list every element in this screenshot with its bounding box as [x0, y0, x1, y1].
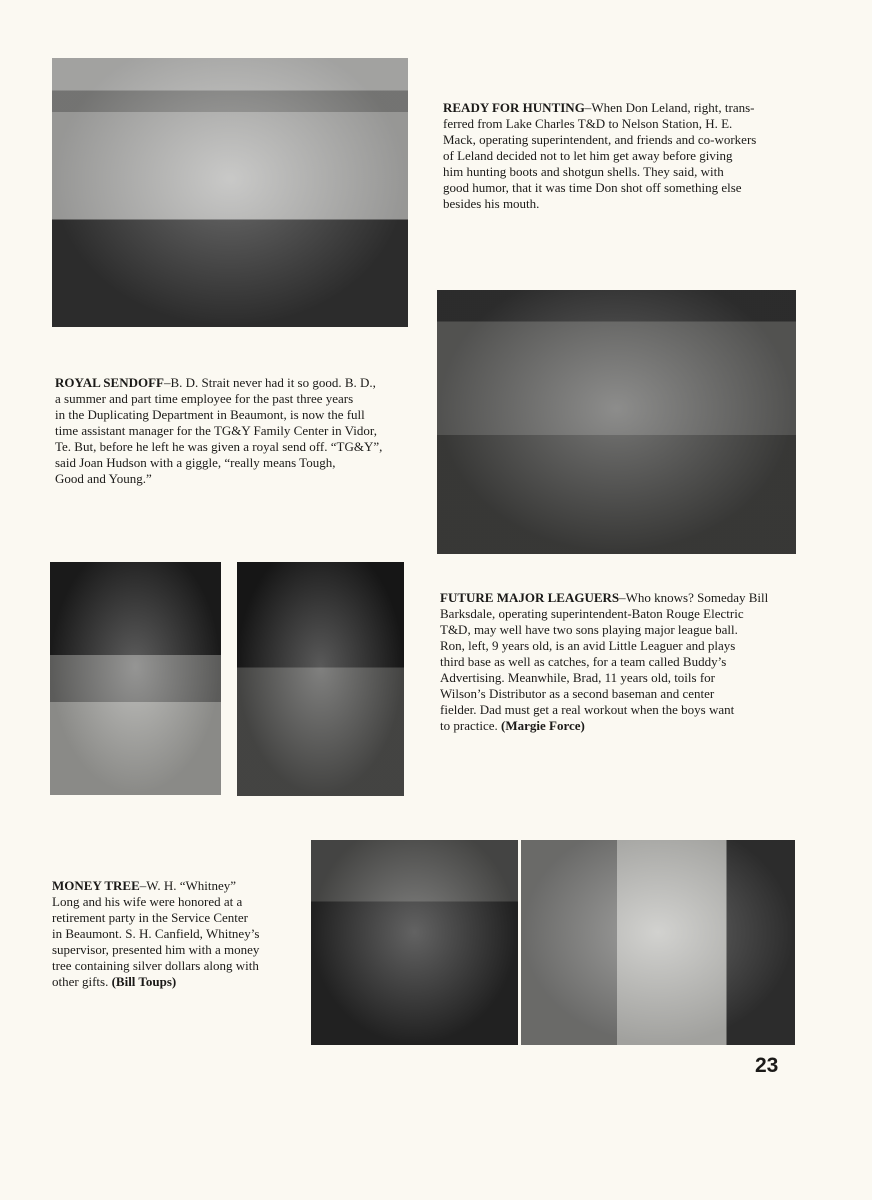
- caption-line: fielder. Dad must get a real workout when the boys want: [440, 702, 735, 717]
- caption-line: him hunting boots and shotgun shells. They said, with: [443, 164, 724, 179]
- caption-line: of Leland decided not to let him get away before giving: [443, 148, 733, 163]
- photo-ready-for-hunting: [52, 58, 408, 327]
- caption-ready-for-hunting: [443, 100, 756, 212]
- caption-lead: ROYAL SENDOFF: [55, 375, 164, 390]
- photo-ron-little-leaguer: [50, 562, 221, 795]
- caption-line: Te. But, before he left he was given a royal send off. “TG&Y”,: [55, 439, 383, 454]
- photo-money-tree-couple: [311, 840, 518, 1045]
- caption-line: in Beaumont. S. H. Canfield, Whitney’s: [52, 926, 260, 941]
- caption-line: retirement party in the Service Center: [52, 910, 249, 925]
- photo-credit: (Margie Force): [501, 718, 585, 733]
- caption-lead: READY FOR HUNTING: [443, 100, 585, 115]
- photo-royal-sendoff: [437, 290, 796, 554]
- caption-line: Long and his wife were honored at a: [52, 894, 243, 909]
- caption-line: Ron, left, 9 years old, is an avid Little Leaguer and plays: [440, 638, 736, 653]
- caption-lead: FUTURE MAJOR LEAGUERS: [440, 590, 620, 605]
- caption-money-tree: [52, 878, 259, 990]
- caption-line: Barksdale, operating superintendent-Baton Rouge Electric: [440, 606, 744, 621]
- caption-line: in the Duplicating Department in Beaumont, is now the full: [55, 407, 365, 422]
- caption-line: besides his mouth.: [443, 196, 540, 211]
- caption-line: –W. H. “Whitney”: [139, 878, 237, 893]
- caption-line: ferred from Lake Charles T&D to Nelson Station, H. E.: [443, 116, 733, 131]
- caption-line: to practice.: [440, 718, 501, 733]
- caption-line: good humor, that it was time Don shot off something else: [443, 180, 742, 195]
- page-number: 23: [755, 1054, 779, 1077]
- caption-line: other gifts.: [52, 974, 112, 989]
- caption-line: Wilson’s Distributor as a second baseman and center: [440, 686, 715, 701]
- caption-line: third base as well as catches, for a team called Buddy’s: [440, 654, 727, 669]
- caption-royal-sendoff: [55, 375, 382, 487]
- photo-brad-baseball: [237, 562, 404, 796]
- caption-line: –B. D. Strait never had it so good. B. D.,: [163, 375, 376, 390]
- caption-lead: MONEY TREE: [52, 878, 140, 893]
- caption-line: –Who knows? Someday Bill: [619, 590, 769, 605]
- photo-credit: (Bill Toups): [111, 974, 177, 989]
- caption-line: tree containing silver dollars along with: [52, 958, 259, 973]
- caption-line: –When Don Leland, right, trans-: [584, 100, 755, 115]
- caption-line: time assistant manager for the TG&Y Family Center in Vidor,: [55, 423, 377, 438]
- caption-line: Good and Young.”: [55, 471, 152, 486]
- caption-line: supervisor, presented him with a money: [52, 942, 260, 957]
- caption-line: a summer and part time employee for the past three years: [55, 391, 354, 406]
- caption-line: T&D, may well have two sons playing major league ball.: [440, 622, 738, 637]
- caption-line: Advertising. Meanwhile, Brad, 11 years old, toils for: [440, 670, 715, 685]
- caption-line: Mack, operating superintendent, and friends and co-workers: [443, 132, 757, 147]
- caption-line: said Joan Hudson with a giggle, “really means Tough,: [55, 455, 336, 470]
- photo-money-tree-presentation: [521, 840, 795, 1045]
- caption-future-major-leaguers: [440, 590, 768, 734]
